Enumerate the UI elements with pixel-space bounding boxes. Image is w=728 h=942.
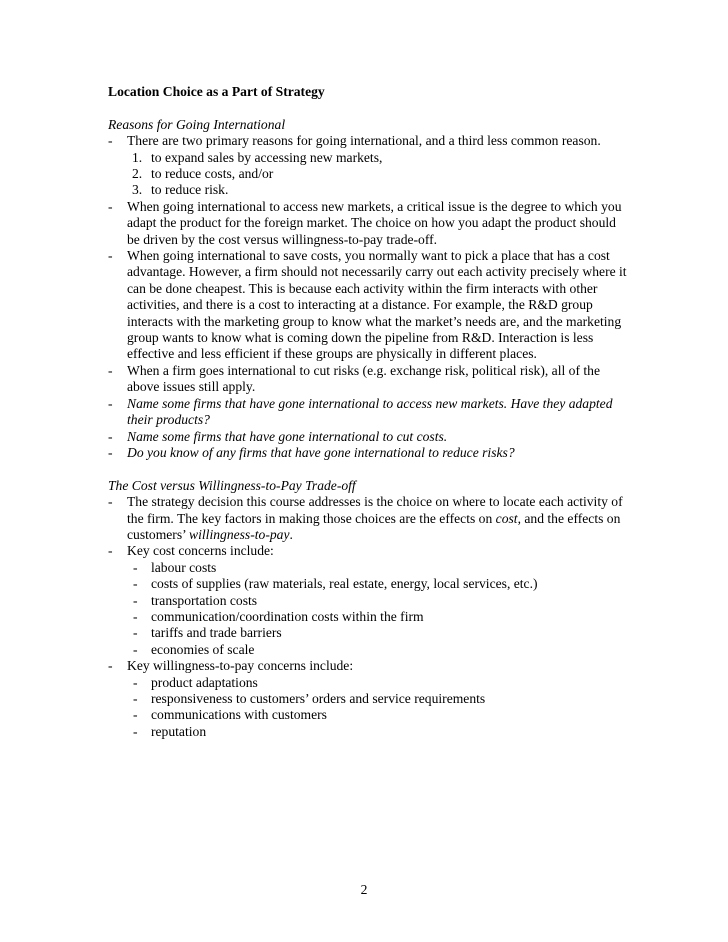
- bullet-text: Key cost concerns include:: [127, 543, 274, 559]
- bullet-text: There are two primary reasons for going international, and a third less common reason.: [127, 133, 601, 149]
- bullet-text: When a firm goes international to cut risks (e.g. exchange risk, political risk), all of the above issues still apply.: [127, 362, 600, 395]
- reason-item: [108, 166, 628, 182]
- bullet-dash: -: [108, 494, 113, 510]
- cost-item-text: communication/coordination costs within the firm: [151, 608, 424, 624]
- bullet-dash: -: [108, 444, 113, 460]
- cost-item: [108, 609, 628, 625]
- wtp-item: [108, 691, 628, 707]
- bullet-dash: -: [108, 428, 113, 444]
- bullet-dash: -: [108, 248, 113, 264]
- bullet-text: When going international to save costs, you normally want to pick a place that has a cost advantage. However, a firm should not necessarily carry out each activity precisely where it can be done cheapest. This is because each activity within the firm interacts with other activities, and there is a cost to interacting at a distance. For example, the R&D group interacts with the marketing group to know what the market’s needs are, and the marketing group wants to know what is coming down the pipeline from R&D. Interaction is less effective and less efficient if these groups are physically in different places.: [127, 248, 627, 362]
- reason-item: [108, 150, 628, 166]
- bullet-dash: -: [108, 198, 113, 214]
- cost-item: [108, 642, 628, 658]
- wtp-item-text: product adaptations: [151, 674, 258, 690]
- cost-item-text: transportation costs: [151, 592, 258, 608]
- cost-item: [108, 560, 628, 576]
- cost-item-text: tariffs and trade barriers: [151, 625, 282, 641]
- reason-number: 1.: [132, 149, 143, 165]
- reason-text: to reduce risk.: [151, 182, 229, 198]
- bullet-strategy-decision: [108, 494, 628, 543]
- cost-item-text: economies of scale: [151, 641, 255, 657]
- cost-item: [108, 576, 628, 592]
- sub-dash: -: [133, 559, 138, 575]
- emphasis-willingness-to-pay: willingness-to-pay: [189, 526, 290, 542]
- question-text: Do you know of any firms that have gone international to reduce risks?: [127, 444, 515, 460]
- question-cut-costs: [108, 429, 628, 445]
- reason-text: to reduce costs, and/or: [151, 166, 274, 182]
- bullet-new-markets: [108, 199, 628, 248]
- bullet-text-end: .: [289, 526, 293, 542]
- reason-item: [108, 182, 628, 198]
- bullet-dash: -: [108, 395, 113, 411]
- sub-dash: -: [133, 674, 138, 690]
- cost-item-text: costs of supplies (raw materials, real estate, energy, local services, etc.): [151, 576, 538, 592]
- question-text: Name some firms that have gone international to access new markets. Have they adapted their products?: [127, 395, 613, 428]
- bullet-cost-concerns: [108, 543, 628, 559]
- sub-dash: -: [133, 691, 138, 706]
- spacer: [108, 100, 628, 116]
- bullet-cut-risks: [108, 363, 628, 396]
- wtp-item-text: communications with customers: [151, 707, 327, 723]
- reasons-list: [108, 150, 628, 199]
- emphasis-cost: cost: [495, 510, 518, 526]
- section-heading-reasons: Reasons for Going International: [108, 116, 286, 132]
- wtp-item-text: reputation: [151, 723, 207, 739]
- question-new-markets: [108, 396, 628, 429]
- page-number: 2: [360, 882, 368, 897]
- reason-text: to expand sales by accessing new markets,: [151, 149, 383, 165]
- bullet-text-start: The strategy decision this course addresses is the choice on where to locate each activity of the firm. The key factors in making those choices are the effects on: [127, 494, 623, 526]
- bullet-primary-reasons: [108, 133, 628, 149]
- sub-dash: -: [133, 641, 138, 657]
- cost-item-text: labour costs: [151, 559, 217, 575]
- sub-dash: -: [133, 592, 138, 608]
- reason-number: 3.: [132, 182, 143, 198]
- cost-item: [108, 593, 628, 609]
- bullet-dash: -: [108, 133, 113, 149]
- bullet-dash: -: [108, 543, 113, 559]
- cost-concerns-list: [108, 560, 628, 658]
- bullet-save-costs: [108, 248, 628, 363]
- wtp-item: [108, 707, 628, 723]
- cost-item: [108, 625, 628, 641]
- bullet-text: Key willingness-to-pay concerns include:: [127, 658, 354, 674]
- sub-dash: -: [133, 608, 138, 624]
- wtp-item: [108, 675, 628, 691]
- question-reduce-risks: [108, 445, 628, 461]
- wtp-item: [108, 724, 628, 740]
- bullet-dash: -: [108, 658, 113, 674]
- bullet-dash: -: [108, 362, 113, 378]
- section-heading-tradeoff: The Cost versus Willingness-to-Pay Trade-off: [108, 477, 356, 493]
- document-title: Location Choice as a Part of Strategy: [108, 84, 325, 99]
- sub-dash: -: [133, 625, 138, 641]
- question-text: Name some firms that have gone international to cut costs.: [127, 428, 448, 444]
- wtp-concerns-list: [108, 675, 628, 741]
- bullet-text: When going international to access new markets, a critical issue is the degree to which you adapt the product for the foreign market. The choice on how you adapt the product should be driven by the cost versus willingness-to-pay trade-off.: [127, 198, 622, 247]
- spacer: [108, 461, 628, 477]
- sub-dash: -: [133, 723, 138, 739]
- sub-dash: -: [133, 707, 138, 723]
- reason-number: 2.: [132, 166, 143, 182]
- bullet-wtp-concerns: [108, 658, 628, 674]
- wtp-item-text: responsiveness to customers’ orders and service requirements: [151, 691, 486, 706]
- sub-dash: -: [133, 576, 138, 592]
- document-page: [108, 84, 628, 740]
- bullet-text-middle: , and the effects on customers’: [127, 510, 621, 542]
